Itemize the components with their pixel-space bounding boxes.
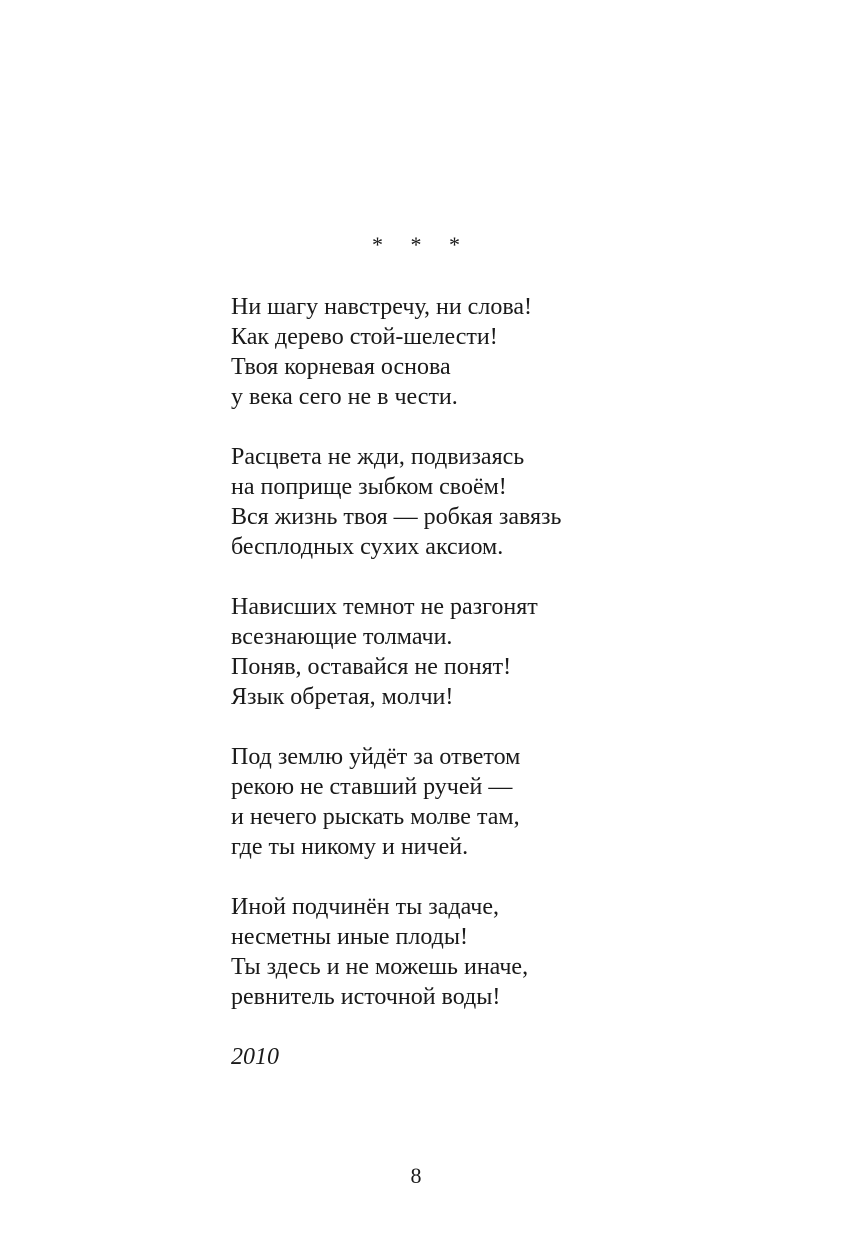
poem-line: Твоя корневая основа	[231, 354, 451, 380]
poem-line: где ты никому и ничей.	[231, 834, 469, 860]
stanza	[231, 892, 791, 1012]
poem-line: несметны иные плоды!	[231, 924, 468, 950]
poem-line: Как дерево стой-шелести!	[231, 324, 498, 350]
poem-line: Язык обретая, молчи!	[231, 684, 454, 710]
poem-year: 2010	[231, 1044, 279, 1070]
stanza	[231, 292, 791, 412]
poem-line: Ни шагу навстречу, ни слова!	[231, 294, 532, 320]
poem-line: Вся жизнь твоя — робкая завязь	[231, 504, 562, 530]
section-separator: * * *	[372, 232, 460, 257]
stanza	[231, 592, 791, 712]
poem-line: рекою не ставший ручей —	[231, 774, 513, 800]
poem-line: Иной подчинён ты задаче,	[231, 894, 500, 920]
page-number: 8	[410, 1163, 422, 1188]
poem-line: Под землю уйдёт за ответом	[231, 744, 521, 770]
poem-line: Ты здесь и не можешь иначе,	[231, 954, 529, 980]
poem-line: всезнающие толмачи.	[231, 624, 453, 650]
poem-line: Поняв, оставайся не понят!	[231, 654, 512, 680]
poem-line: бесплодных сухих аксиом.	[231, 534, 504, 560]
poem-line: на поприще зыбком своём!	[231, 474, 507, 500]
poem	[231, 292, 791, 1042]
poem-line: ревнитель источной воды!	[231, 984, 501, 1010]
poem-line: Расцвета не жди, подвизаясь	[231, 444, 525, 470]
stanza	[231, 442, 791, 562]
poem-line: Нависших темнот не разгонят	[231, 594, 538, 620]
poem-line: и нечего рыскать молве там,	[231, 804, 520, 830]
stanza	[231, 742, 791, 862]
poem-line: у века сего не в чести.	[231, 384, 458, 410]
